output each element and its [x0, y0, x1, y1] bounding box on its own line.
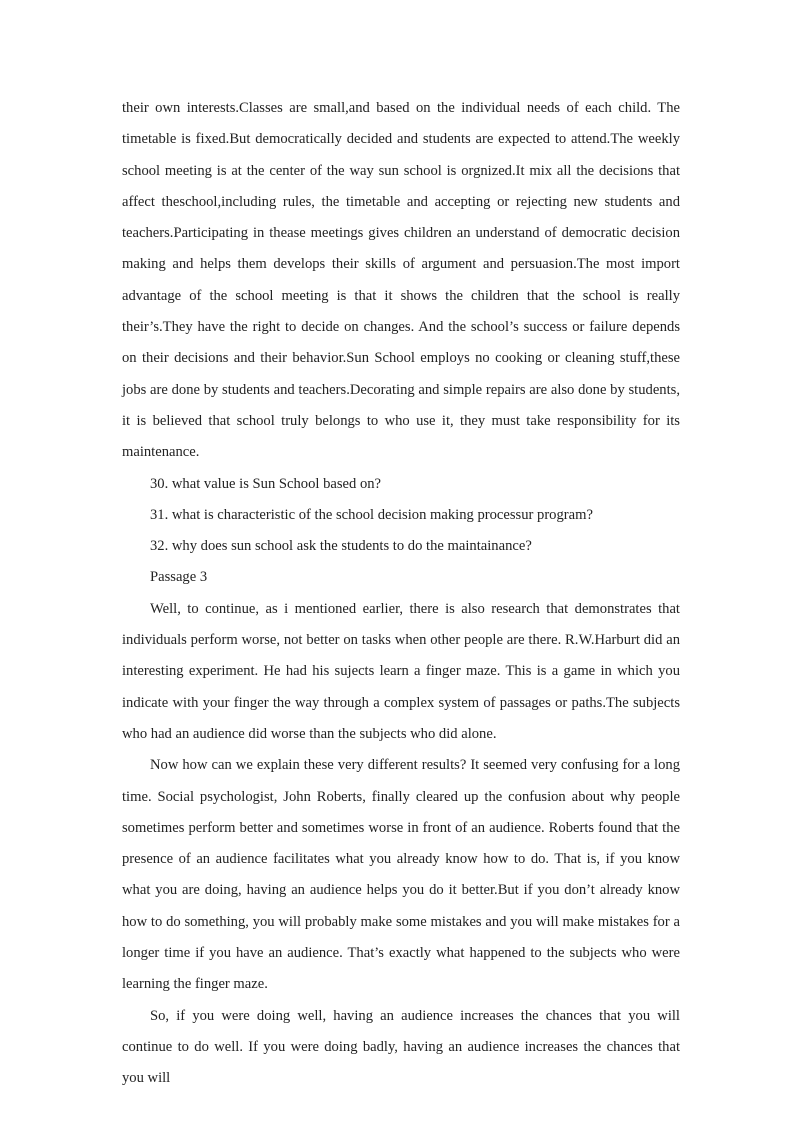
question-32: 32. why does sun school ask the students to do the maintainance?	[150, 538, 532, 555]
passage-3-paragraph-1: Well, to continue, as i mentioned earlier, there is also research that demonstrates that individuals perform worse, not better on tasks when other people are there. R.W.Harburt did an interesting experiment. He had his sujects learn a finger maze. This is a game in which you indicate with your finger the way through a complex system of passages or paths.The subjects who had an audience did worse than the subjects who did alone.	[122, 600, 680, 742]
question-30: 30. what value is Sun School based on?	[150, 475, 382, 492]
question-31: 31. what is characteristic of the school decision making processur program?	[150, 506, 593, 523]
document-page	[122, 93, 680, 1095]
passage-3-paragraph-2: Now how can we explain these very different results? It seemed very confusing for a long time. Social psychologist, John Roberts, finally cleared up the confusion about why people sometimes perform better and sometimes worse in front of an audience. Roberts found that the presence of an audience facilitates what you already know how to do. That is, if you know what you are doing, having an audience helps you do it better.But if you don’t already know how to do something, you will probably make some mistakes and you will make mistakes for a longer time if you have an audience. That’s exactly what happened to the subjects who were learning the finger maze.	[122, 757, 680, 993]
passage-2-paragraph: their own interests.Classes are small,and based on the individual needs of each child. The timetable is fixed.But democratically decided and students are expected to attend.The weekly school meeting is at the center of the way sun school is orgnized.It mix all the decisions that affect theschool,including rules, the timetable and accepting or rejecting new students and teachers.Participating in thease meetings gives children an understand of democratic decision making and helps them develops their skills of argument and persuasion.The most import advantage of the school meeting is that it shows the children that the school is really their’s.They have the right to decide on changes. And the school’s success or failure depends on their decisions and their behavior.Sun School employs no cooking or cleaning stuff,these jobs are done by students and teachers.Decorating and simple repairs are also done by students, it is believed that school truly belongs to who use it, they must take responsibility for its maintenance.	[122, 100, 680, 461]
passage-3-heading: Passage 3	[150, 569, 208, 586]
passage-3-paragraph-3: So, if you were doing well, having an audience increases the chances that you will continue to do well. If you were doing badly, having an audience increases the chances that you will	[122, 1007, 680, 1087]
